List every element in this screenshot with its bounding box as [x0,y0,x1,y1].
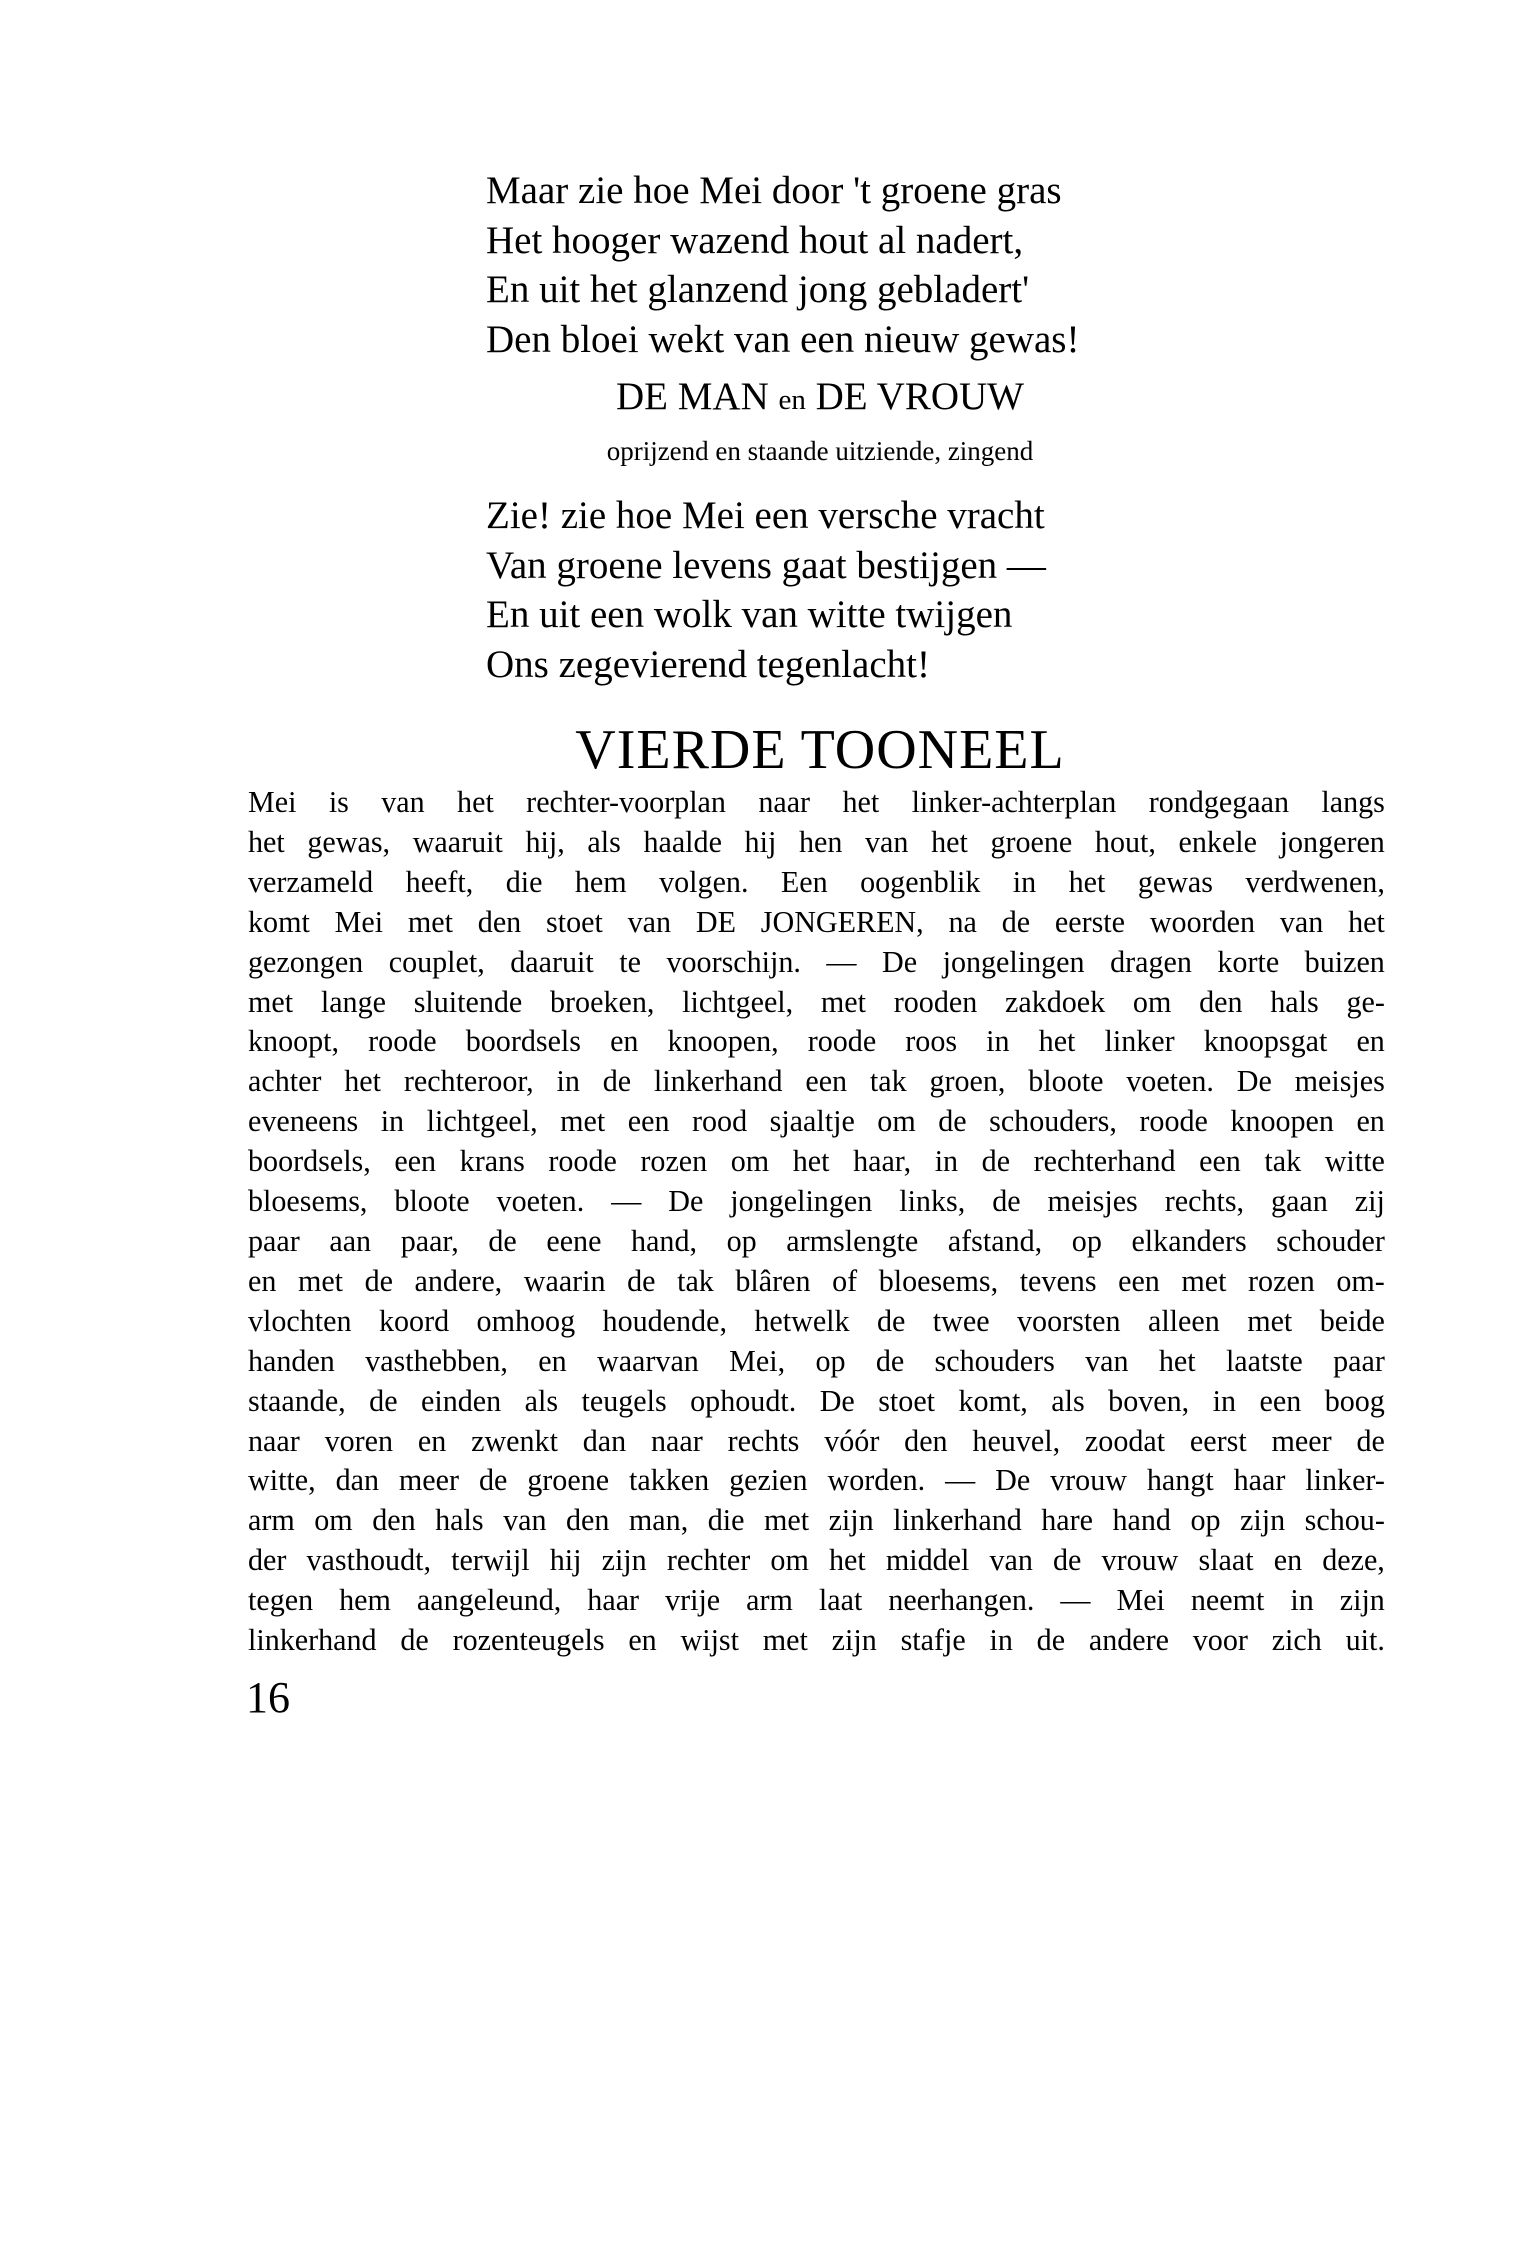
verse-stanza-1 [486,166,1079,364]
speaker-heading [0,374,1522,419]
paragraph-line: staande, de einden als teugels ophoudt. De stoet komt, als boven, in een boog [248,1382,1385,1418]
verse-line: Den bloei wekt van een nieuw gewas! [486,317,1080,361]
stage-direction: oprijzend en staande uitziende, zingend [606,436,1034,466]
verse-line: Zie! zie hoe Mei een versche vracht [486,494,1045,537]
paragraph-line: komt Mei met den stoet van DE JONGEREN, na de eerste woorden van het [248,903,1385,939]
speaker-man: DE MAN [616,375,769,418]
paragraph-line: verzameld heeft, die hem volgen. Een oogenblik in het gewas verdwenen, [248,863,1385,899]
scene-title: VIERDE TOONEEL [575,719,1065,781]
verse-line: Van groene levens gaat bestijgen — [486,543,1046,587]
paragraph-line: eveneens in lichtgeel, met een rood sjaaltje om de schouders, roode knoopen en [248,1103,1385,1139]
paragraph-line: handen vasthebben, en waarvan Mei, op de schouders van het laatste paar [248,1342,1385,1378]
paragraph-line: der vasthoudt, terwijl hij zijn rechter om het middel van de vrouw slaat en deze, [248,1542,1385,1578]
paragraph-line: tegen hem aangeleund, haar vrije arm laat neerhangen. — Mei neemt in zijn [248,1582,1385,1618]
verse-line: En uit een wolk van witte twijgen [486,593,1013,636]
stage-direction-paragraph [248,782,1385,1660]
paragraph-line: het gewas, waaruit hij, als haalde hij hen van het groene hout, enkele jongeren [248,823,1385,859]
verse-line: En uit het glanzend jong gebladert' [486,268,1030,311]
paragraph-line: bloesems, bloote voeten. — De jongelingen links, de meisjes rechts, gaan zij [248,1183,1385,1219]
paragraph-line: arm om den hals van den man, die met zijn linkerhand hare hand op zijn schou- [248,1502,1385,1538]
speaker-woman: DE VROUW [815,375,1024,418]
verse-line: Ons zegevierend tegenlacht! [486,642,930,686]
paragraph-line: witte, dan meer de groene takken gezien worden. — De vrouw hangt haar linker- [248,1462,1385,1498]
paragraph-line: vlochten koord omhoog houdende, hetwelk de twee voorsten alleen met beide [248,1302,1385,1338]
paragraph-line: knoopt, roode boordsels en knoopen, roode roos in het linker knoopsgat en [248,1023,1385,1059]
paragraph-line: achter het rechteroor, in de linkerhand een tak groen, bloote voeten. De meisjes [248,1063,1385,1099]
paragraph-line: boordsels, een krans roode rozen om het haar, in de rechterhand een tak witte [248,1143,1385,1179]
page-number: 16 [246,1673,290,1722]
paragraph-line: en met de andere, waarin de tak blâren of bloesems, tevens een met rozen om- [248,1262,1385,1298]
paragraph-line: Mei is van het rechter-voorplan naar het linker-achterplan rondgegaan langs [248,784,1385,819]
paragraph-line: linkerhand de rozenteugels en wijst met zijn stafje in de andere voor zich uit. [248,1622,1385,1658]
paragraph-line: met lange sluitende broeken, lichtgeel, met rooden zakdoek om den hals ge- [248,983,1385,1019]
verse-line: Het hooger wazend hout al nadert, [486,218,1024,262]
paragraph-line: naar voren en zwenkt dan naar rechts vóór den heuvel, zoodat eerst meer de [248,1422,1385,1458]
verse-stanza-2 [486,491,1046,689]
speaker-conjunction: en [778,384,806,416]
paragraph-line: gezongen couplet, daaruit te voorschijn. — De jongelingen dragen korte buizen [248,943,1385,979]
paragraph-line: paar aan paar, de eene hand, op armslengte afstand, op elkanders schouder [248,1222,1385,1258]
verse-line: Maar zie hoe Mei door 't groene gras [486,169,1062,212]
